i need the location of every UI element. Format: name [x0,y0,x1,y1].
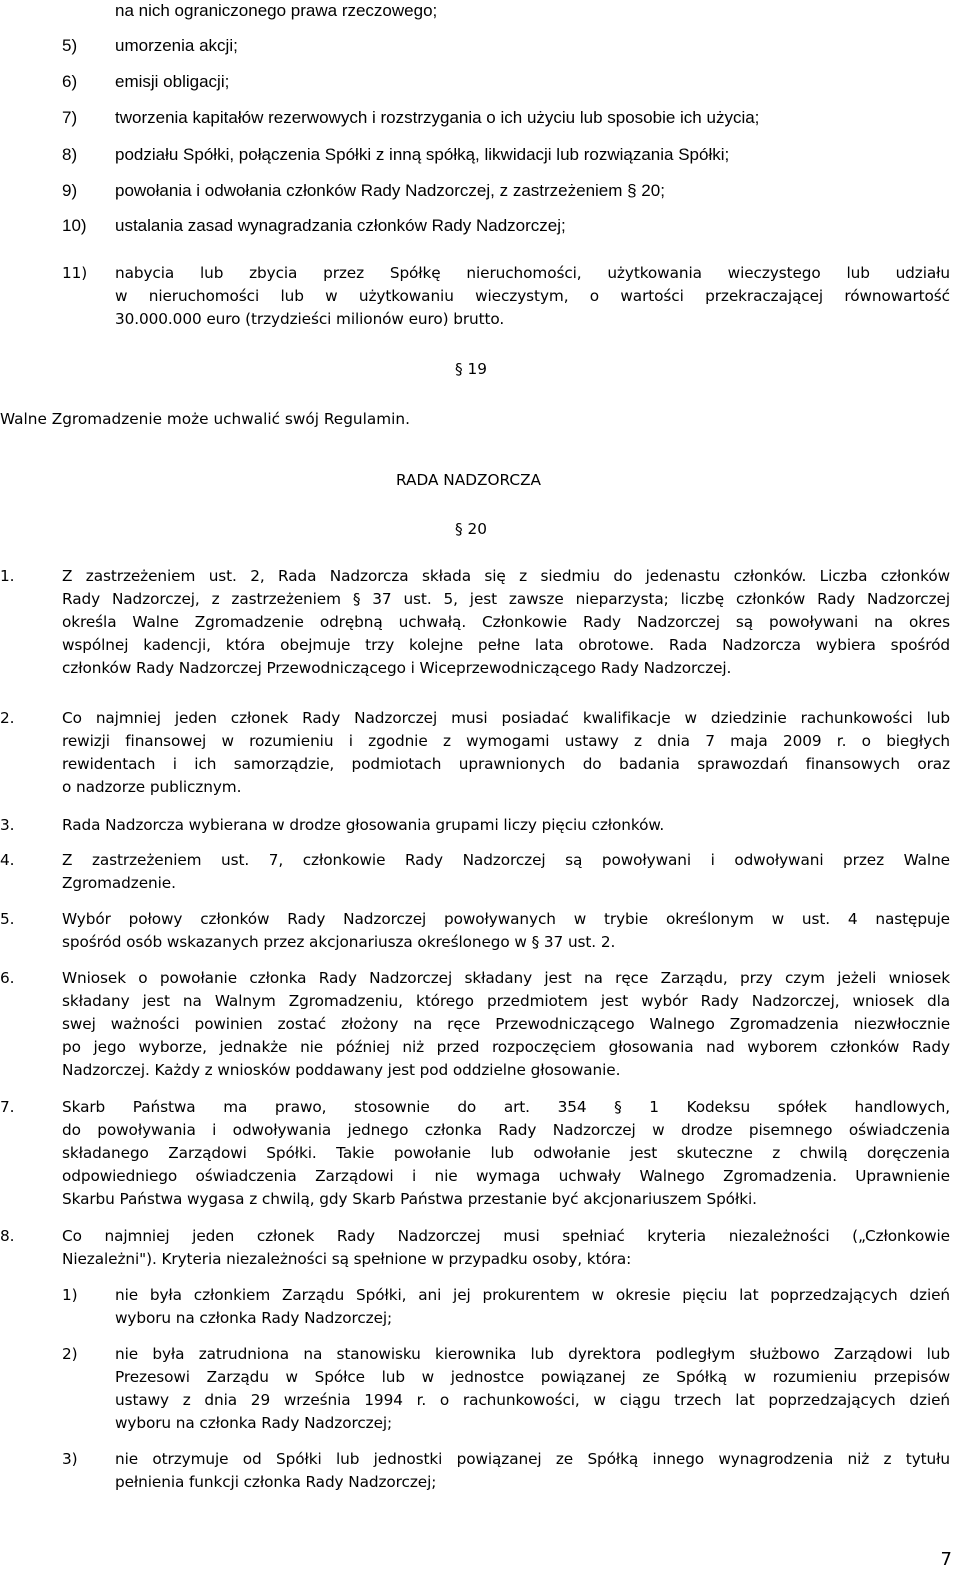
list-item-number: 11) [62,264,88,282]
list-item-text: podziału Spółki, połączenia Spółki z inną spółką, likwidacji lub rozwiązania Spółki; [115,145,730,164]
chapter-heading: RADA NADZORCZA [396,471,542,489]
list-item-number: 5) [62,36,78,55]
sub-item-line: ustawy z dnia 29 września 1994 r. o rachunkowości, w ciągu trzech lat poprzedzających dzień [115,1391,950,1409]
list-item-text: powołania i odwołania członków Rady Nadzorczej, z zastrzeżeniem § 20; [115,181,665,200]
paragraph-number: 7. [0,1098,15,1116]
paragraph-line: określa Walne Zgromadzenie odrębną uchwałą. Członkowie Rady Nadzorczej są powoływani na okres [62,613,950,631]
sub-item-line: wyboru na członka Rady Nadzorczej; [115,1414,393,1432]
paragraph-line: Wniosek o powołanie członka Rady Nadzorczej składany jest na ręce Zarządu, przy czym jeżeli wniosek [62,969,950,987]
paragraph-line: Zgromadzenie. [62,874,176,892]
paragraph-line: odpowiedniego oświadczenia Zarządowi i nie wymaga uchwały Walnego Zgromadzenia. Uprawnienie [62,1167,950,1185]
list-item-line: 30.000.000 euro (trzydzieści milionów euro) brutto. [115,310,505,328]
list-item-number: 10) [62,216,87,235]
section-heading-19: § 19 [455,360,487,378]
sub-item-line: nie była członkiem Zarządu Spółki, ani jej prokurentem w okresie pięciu lat poprzedzających dzień [115,1286,950,1304]
paragraph-line: członków Rady Nadzorczej Przewodniczącego i Wiceprzewodniczącego Rady Nadzorczej. [62,659,732,677]
sub-item-number: 3) [62,1450,78,1468]
paragraph-line: do powoływania i odwoływania jednego członka Rady Nadzorczej w drodze pisemnego oświadczenia [62,1121,950,1139]
list-item-text: tworzenia kapitałów rezerwowych i rozstrzygania o ich użyciu lub sposobie ich użycia; [115,108,760,127]
section-heading-20: § 20 [455,520,487,538]
list-item [0,107,960,129]
paragraph-line: składany jest na Walnym Zgromadzeniu, którego przedmiotem jest wybór Rady Nadzorczej, wniosek dla [62,992,950,1010]
paragraph-number: 4. [0,851,15,869]
paragraph-number: 2. [0,709,15,727]
list-item-number: 7) [62,108,78,127]
paragraph-line: Co najmniej jeden członek Rady Nadzorczej musi posiadać kwalifikacje w dziedzinie rachunkowości lub [62,709,950,727]
paragraph-number: 5. [0,910,15,928]
paragraph-line: o nadzorze publicznym. [62,778,242,796]
paragraph-line: Z zastrzeżeniem ust. 7, członkowie Rady Nadzorczej są powoływani i odwoływani przez Walne [62,851,950,869]
regulamin-text: Walne Zgromadzenie może uchwalić swój Regulamin. [0,410,410,428]
paragraph-line: Niezależni"). Kryteria niezależności są spełnione w przypadku osoby, która: [62,1250,632,1268]
sub-item-line: wyboru na członka Rady Nadzorczej; [115,1309,393,1327]
paragraph-line: rewizji finansowej w rozumieniu i zgodnie z wymogami ustawy z dnia 7 maja 2009 r. o biegłych [62,732,950,750]
paragraph-line: Skarbu Państwa wygasa z chwilą, gdy Skarb Państwa przestanie być akcjonariuszem Spółki. [62,1190,757,1208]
sub-item-line: Prezesowi Zarządu w Spółce lub w jednostce powiązanej ze Spółką w rozumieniu przepisów [115,1368,950,1386]
paragraph-line: wspólnej kadencji, która obejmuje trzy kolejne pełne lata obrotowe. Rada Nadzorcza wybiera spośród [62,636,950,654]
paragraph-line: rewidentach i ich samorządzie, podmiotach uprawnionych do badania sprawozdań finansowych oraz [62,755,950,773]
paragraph-line: składanego Zarządowi Spółki. Takie powołanie lub odwołanie jest skuteczne z chwilą doręczenia [62,1144,950,1162]
paragraph-line: Z zastrzeżeniem ust. 2, Rada Nadzorcza składa się z siedmiu do jedenastu członków. Liczba członków [62,567,950,585]
paragraph-number: 6. [0,969,15,987]
paragraph-line: spośród osób wskazanych przez akcjonariusza określonego w § 37 ust. 2. [62,933,616,951]
paragraph-line: po jego wyborze, jednakże nie później niż przed rozpoczęciem głosowania nad wyborem członków Rady [62,1038,950,1056]
list-item-line: w nieruchomości lub w użytkowaniu wieczystym, o wartości przekraczającej równowartość [115,287,950,305]
list-item-number: 9) [62,181,78,200]
list-item [0,35,960,57]
list-item-text: emisji obligacji; [115,72,230,91]
list-item-text: umorzenia akcji; [115,36,238,55]
paragraph-line: Rada Nadzorcza wybierana w drodze głosowania grupami liczy pięciu członków. [62,816,665,834]
list-item [0,180,960,202]
list-item [0,144,960,166]
list-item [0,71,960,93]
sub-item-number: 2) [62,1345,78,1363]
sub-item-number: 1) [62,1286,78,1304]
page-number: 7 [940,1549,952,1570]
paragraph-line: Skarb Państwa ma prawo, stosownie do art. 354 § 1 Kodeksu spółek handlowych, [62,1098,950,1116]
sub-item-line: nie była zatrudniona na stanowisku kierownika lub dyrektora podległym służbowo Zarządowi lub [115,1345,950,1363]
paragraph-line: Rady Nadzorczej, z zastrzeżeniem § 37 ust. 5, jest zawsze nieparzysta; liczbę członków Rady Nadzorczej [62,590,950,608]
paragraph-line: swej ważności powinien zostać złożony na ręce Przewodniczącego Walnego Zgromadzenia niezwłocznie [62,1015,950,1033]
paragraph-number: 8. [0,1227,15,1245]
paragraph-number: 3. [0,816,15,834]
list-item [115,0,437,22]
sub-item-line: nie otrzymuje od Spółki lub jednostki powiązanej ze Spółką innego wynagrodzenia niż z tytułu [115,1450,950,1468]
list-item [0,215,960,237]
list-item-text: na nich ograniczonego prawa rzeczowego; [115,1,438,20]
list-item-text: ustalania zasad wynagradzania członków Rady Nadzorczej; [115,216,566,235]
paragraph-line: Wybór połowy członków Rady Nadzorczej powoływanych w trybie określonym w ust. 4 następuje [62,910,950,928]
list-item-number: 6) [62,72,78,91]
list-item-number: 8) [62,145,78,164]
paragraph-line: Nadzorczej. Każdy z wniosków poddawany jest pod oddzielne głosowanie. [62,1061,621,1079]
paragraph-number: 1. [0,567,15,585]
sub-item-line: pełnienia funkcji członka Rady Nadzorczej; [115,1473,437,1491]
list-item-line: nabycia lub zbycia przez Spółkę nieruchomości, użytkowania wieczystego lub udziału [115,264,950,282]
paragraph-line: Co najmniej jeden członek Rady Nadzorczej musi spełniać kryteria niezależności („Członkowie [62,1227,950,1245]
